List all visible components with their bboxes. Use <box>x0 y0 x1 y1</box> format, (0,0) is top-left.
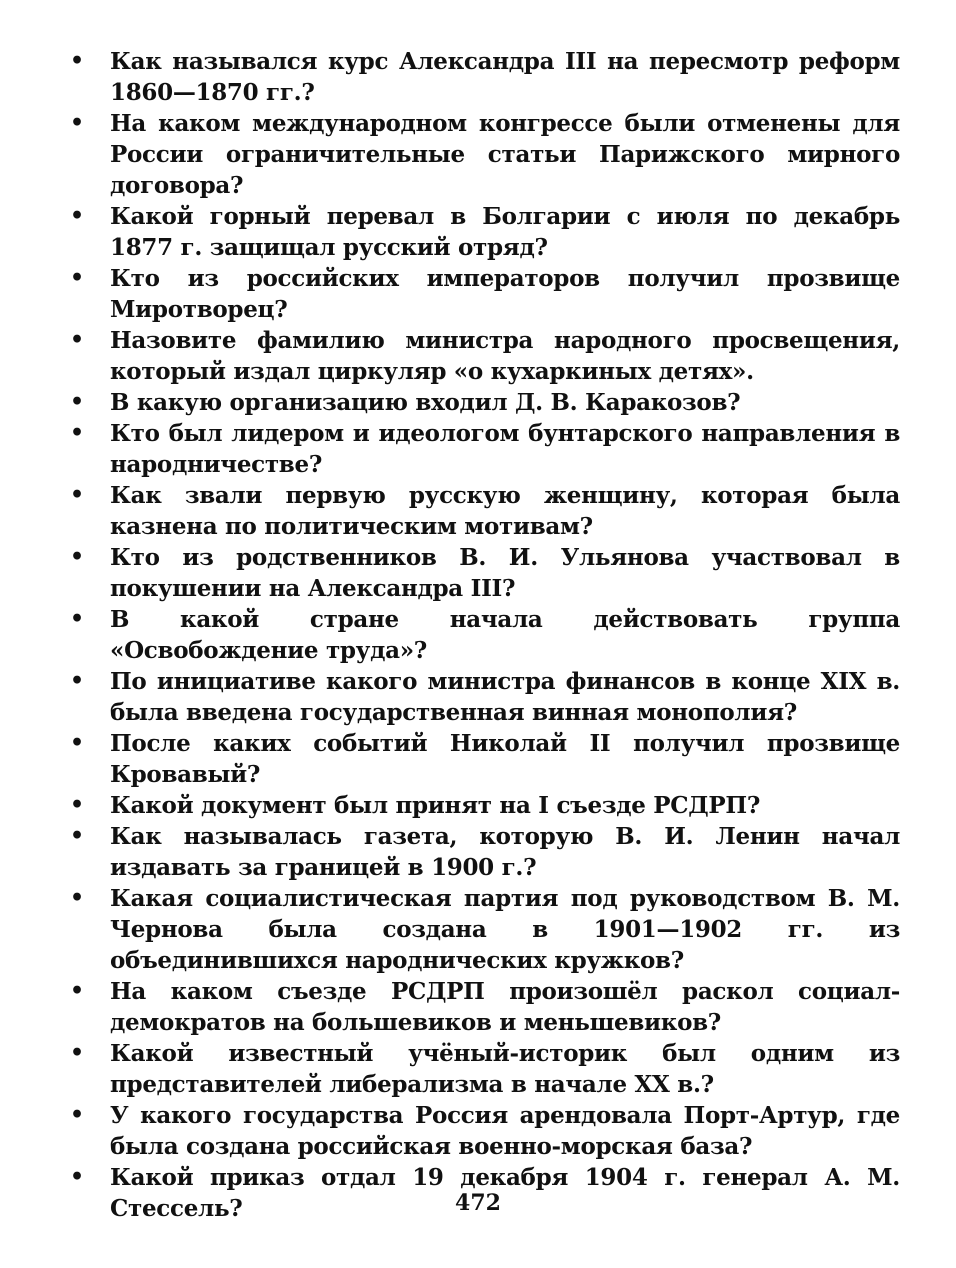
question-item <box>70 883 900 976</box>
question-item <box>70 666 900 728</box>
question-text: Какой горный перевал в Болгарии с июля по декабрь 1877 г. защищал русский отряд? <box>110 203 900 261</box>
question-text: Как звали первую русскую женщину, которая была казнена по политическим мотивам? <box>110 482 900 540</box>
question-text: Как называлась газета, которую В. И. Ленин начал издавать за границей в 1900 г.? <box>110 823 900 881</box>
question-text: У какого государства Россия арендовала Порт-Артур, где была создана российская военно-морская база? <box>110 1102 900 1160</box>
bullet-icon: • <box>70 203 84 229</box>
question-item <box>70 108 900 201</box>
bullet-icon: • <box>70 110 84 136</box>
question-item <box>70 387 900 418</box>
page-number: 472 <box>455 1190 501 1216</box>
page-content <box>70 46 900 1224</box>
question-text: Какой приказ отдал 19 декабря 1904 г. генерал А. М. Стессель? <box>110 1164 900 1222</box>
question-text: В какую организацию входил Д. В. Каракозов? <box>110 389 741 416</box>
question-list <box>70 46 900 1224</box>
question-text: Назовите фамилию министра народного просвещения, который издал циркуляр «о кухаркиных детях». <box>110 327 900 385</box>
question-text: Кто из родственников В. И. Ульянова участвовал в покушении на Александра III? <box>110 544 900 602</box>
question-item <box>70 1100 900 1162</box>
bullet-icon: • <box>70 823 84 849</box>
question-text: В какой стране начала действовать группа «Освобождение труда»? <box>110 606 900 664</box>
bullet-icon: • <box>70 1164 84 1190</box>
question-text: На каком съезде РСДРП произошёл раскол социал-демократов на большевиков и меньшевиков? <box>110 978 900 1036</box>
bullet-icon: • <box>70 668 84 694</box>
question-text: После каких событий Николай II получил прозвище Кровавый? <box>110 730 900 788</box>
question-text: Кто из российских императоров получил прозвище Миротворец? <box>110 265 900 323</box>
question-item <box>70 604 900 666</box>
bullet-icon: • <box>70 1102 84 1128</box>
bullet-icon: • <box>70 327 84 353</box>
bullet-icon: • <box>70 265 84 291</box>
bullet-icon: • <box>70 885 84 911</box>
question-text: Какой известный учёный-историк был одним из представителей либерализма в начале XX в.? <box>110 1040 900 1098</box>
question-text: Кто был лидером и идеологом бунтарского направления в народничестве? <box>110 420 900 478</box>
question-item <box>70 418 900 480</box>
bullet-icon: • <box>70 482 84 508</box>
question-item <box>70 542 900 604</box>
question-item <box>70 728 900 790</box>
bullet-icon: • <box>70 544 84 570</box>
bullet-icon: • <box>70 978 84 1004</box>
question-item <box>70 325 900 387</box>
question-item <box>70 46 900 108</box>
bullet-icon: • <box>70 730 84 756</box>
bullet-icon: • <box>70 420 84 446</box>
bullet-icon: • <box>70 606 84 632</box>
bullet-icon: • <box>70 48 84 74</box>
question-item <box>70 1038 900 1100</box>
question-text: Какая социалистическая партия под руководством В. М. Чернова была создана в 1901—1902 гг. из объединившихся народнических кружков? <box>110 885 900 974</box>
question-item <box>70 976 900 1038</box>
question-item <box>70 263 900 325</box>
bullet-icon: • <box>70 792 84 818</box>
question-item <box>70 480 900 542</box>
question-text: На каком международном конгрессе были отменены для России ограничительные статьи Парижского мирного договора? <box>110 110 900 199</box>
question-item <box>70 821 900 883</box>
bullet-icon: • <box>70 389 84 415</box>
question-text: Как назывался курс Александра III на пересмотр реформ 1860—1870 гг.? <box>110 48 900 106</box>
question-text: Какой документ был принят на I съезде РСДРП? <box>110 792 761 819</box>
bullet-icon: • <box>70 1040 84 1066</box>
question-text: По инициативе какого министра финансов в конце XIX в. была введена государственная винная монополия? <box>110 668 900 726</box>
question-item <box>70 201 900 263</box>
question-item <box>70 790 900 821</box>
